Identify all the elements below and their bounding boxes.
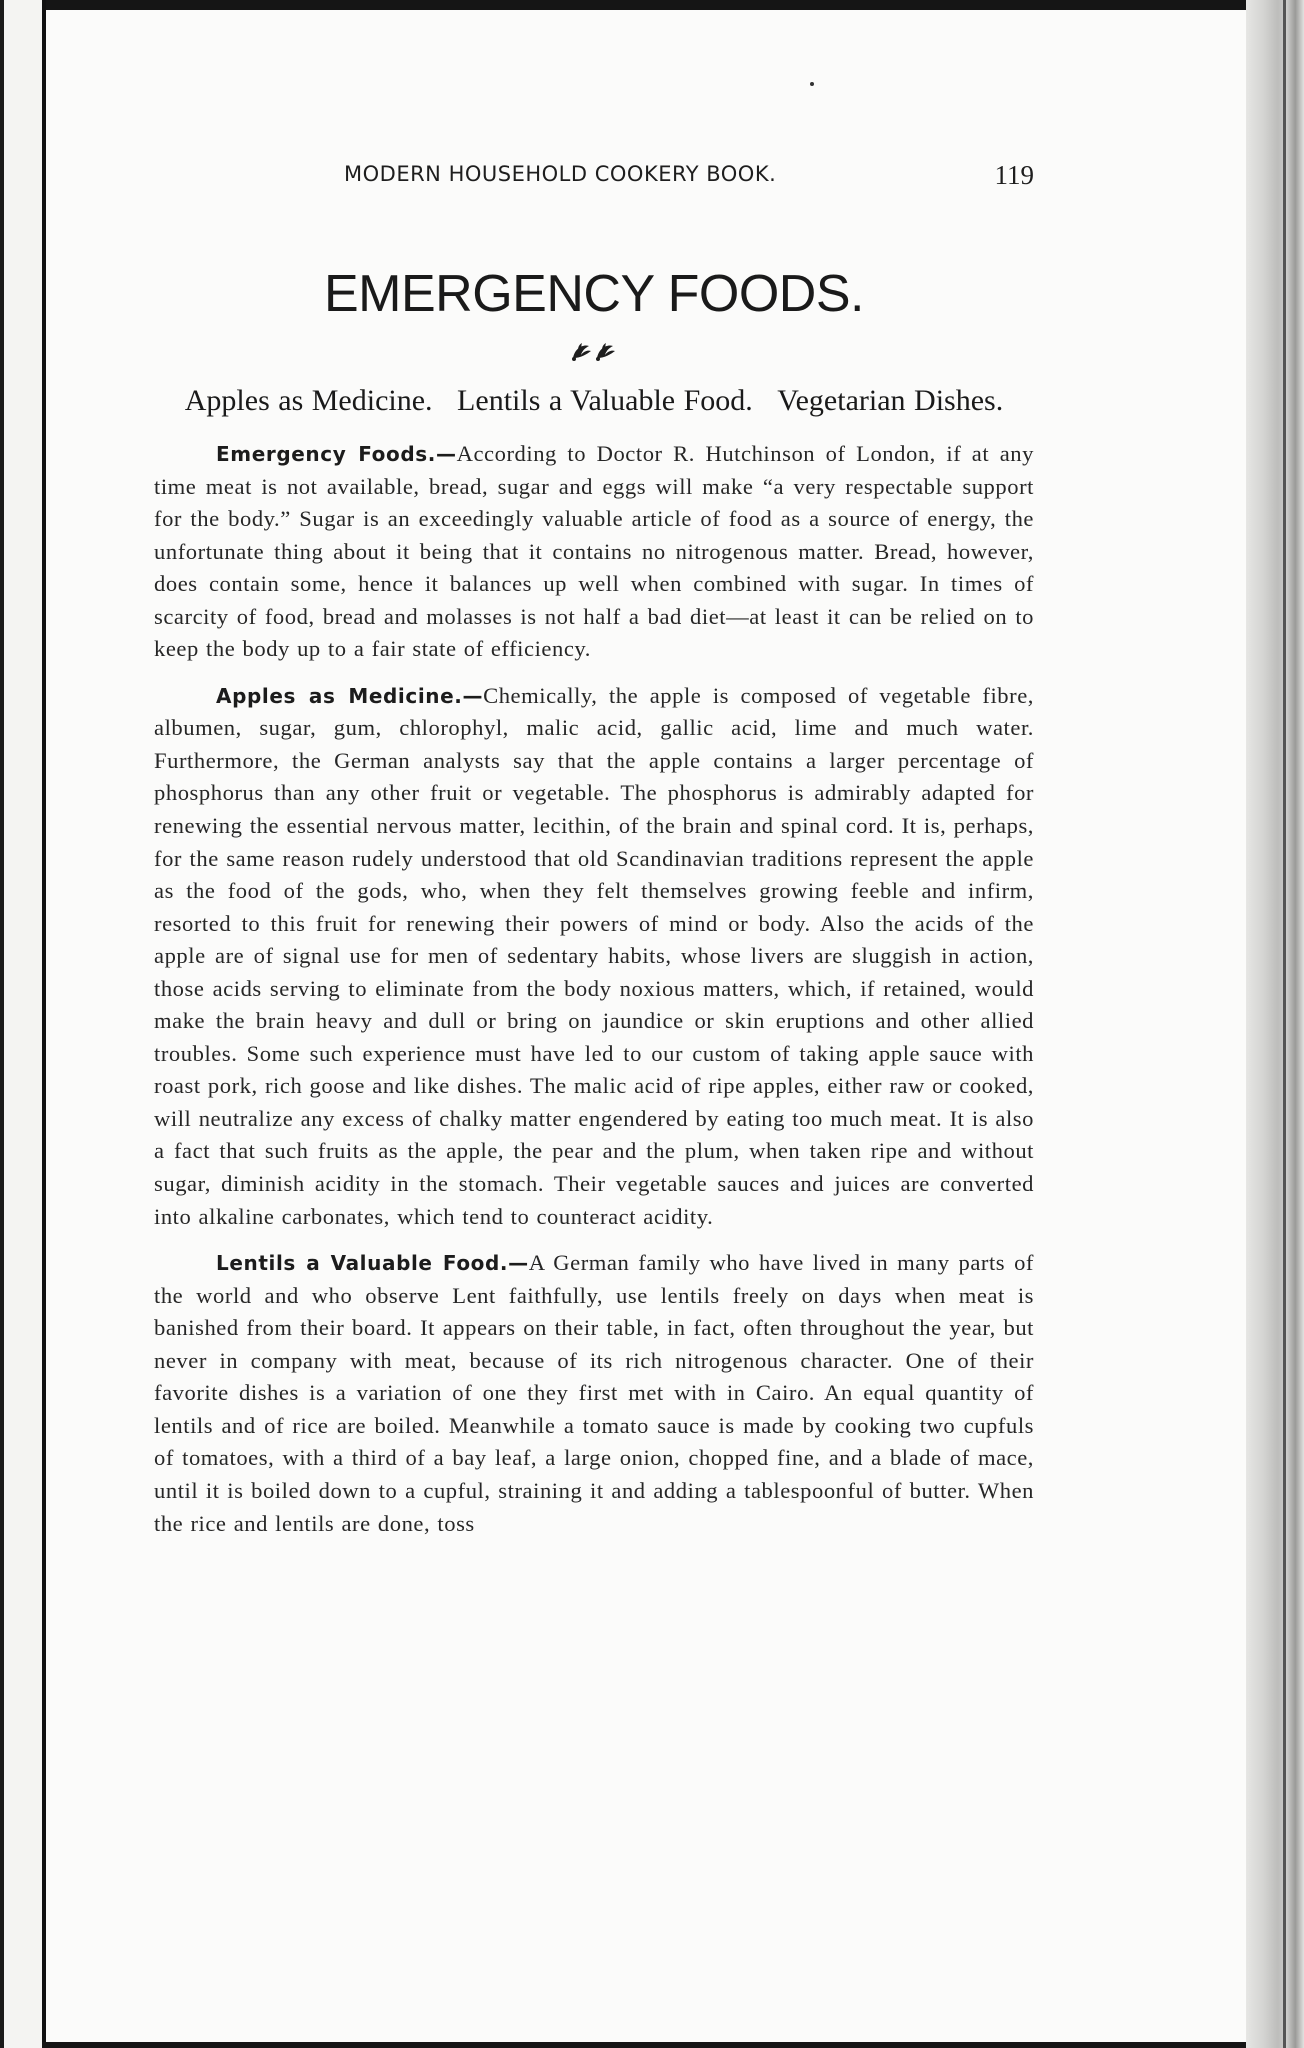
paragraph-apples-as-medicine [154,680,1034,1233]
page-number: 119 [994,160,1034,190]
paragraph-text: According to Doctor R. Hutchinson of London, if at any time meat is not available, bread, sugar and eggs will make “a very respectable support for the body.” Sugar is an exceedingly valuable article of food as a source of energy, the unfortunate thing about it being that it contains no nitrogenous matter. Bread, however, does contain some, hence it balances up well when combined with sugar. In times of scarcity of food, bread and molasses is not half a bad diet—at least it can be relied on to keep the body up to a fair state of efficiency. [154,441,1034,662]
scan-border-top [0,0,1304,10]
subtitle-item: Lentils a Valuable Food. [457,384,753,417]
paragraph-lentils [154,1247,1034,1540]
scan-speck [810,82,814,86]
running-head [154,160,1034,196]
run-in-heading: Lentils a Valuable Food.— [216,1251,529,1276]
run-in-heading: Emergency Foods.— [216,442,457,466]
subtitle-item: Apples as Medicine. [184,384,433,417]
chapter-title: EMERGENCY FOODS. [323,265,864,323]
fleuron-ornament-icon [569,338,621,364]
ornament [154,338,1034,368]
paragraph-text: A German family who have lived in many parts of the world and who observe Lent faithfully, use lentils freely on days when meat is banished from their board. It appears on their table, in fact, often throughout the year, but never in company with meat, because of its rich nitrogenous character. One of their favorite dishes is a variation of one they first met with in Cairo. An equal quantity of lentils and of rice are boiled. Meanwhile a tomato sauce is made by cooking two cupfuls of tomatoes, with a third of a bay leaf, a large onion, chopped fine, and a blade of mace, until it is boiled down to a cupful, straining it and adding a tablespoonful of butter. When the rice and lentils are done, toss [154,1250,1034,1536]
book-page-edge [1246,0,1304,2048]
paragraph-text: Chemically, the apple is composed of vegetable fibre, albumen, sugar, gum, chlorophyl, malic acid, gallic acid, lime and much water. Furthermore, the German analysts say that the apple contains a larger percentage of phosphorus than any other fruit or vegetable. The phosphorus is admirably adapted for renewing the essential nervous matter, lecithin, of the brain and spinal cord. It is, perhaps, for the same reason rudely understood that old Scandinavian traditions represent the apple as the food of the gods, who, when they felt themselves growing feeble and infirm, resorted to this fruit for renewing their powers of mind or body. Also the acids of the apple are of signal use for men of sedentary habits, whose livers are sluggish in action, those acids serving to eliminate from the body noxious matters, which, if retained, would make the brain heavy and dull or bring on jaundice or skin eruptions and other allied troubles. Some such experience must have led to our custom of taking apple sauce with roast pork, rich goose and like dishes. The malic acid of ripe apples, either raw or cooked, will neutralize any excess of chalky matter engendered by eating too much meat. It is also a fact that such fruits as the apple, the pear and the plum, when taken ripe and without sugar, diminish acidity in the stomach. Their vegetable sauces and juices are converted into alkaline carbonates, which tend to counteract acidity. [154,682,1034,1229]
scan-border-bottom [42,2042,1304,2048]
body-text [154,438,1034,1540]
book-page-edge-line [1283,0,1286,2048]
subtitle-item: Vegetarian Dishes. [777,384,1004,417]
paragraph-emergency-foods [154,438,1034,666]
running-head-title: MODERN HOUSEHOLD COOKERY BOOK. [344,162,777,186]
chapter-subtitle [154,384,1034,418]
run-in-heading: Apples as Medicine.— [216,683,484,708]
scan-border-left [0,0,46,2048]
